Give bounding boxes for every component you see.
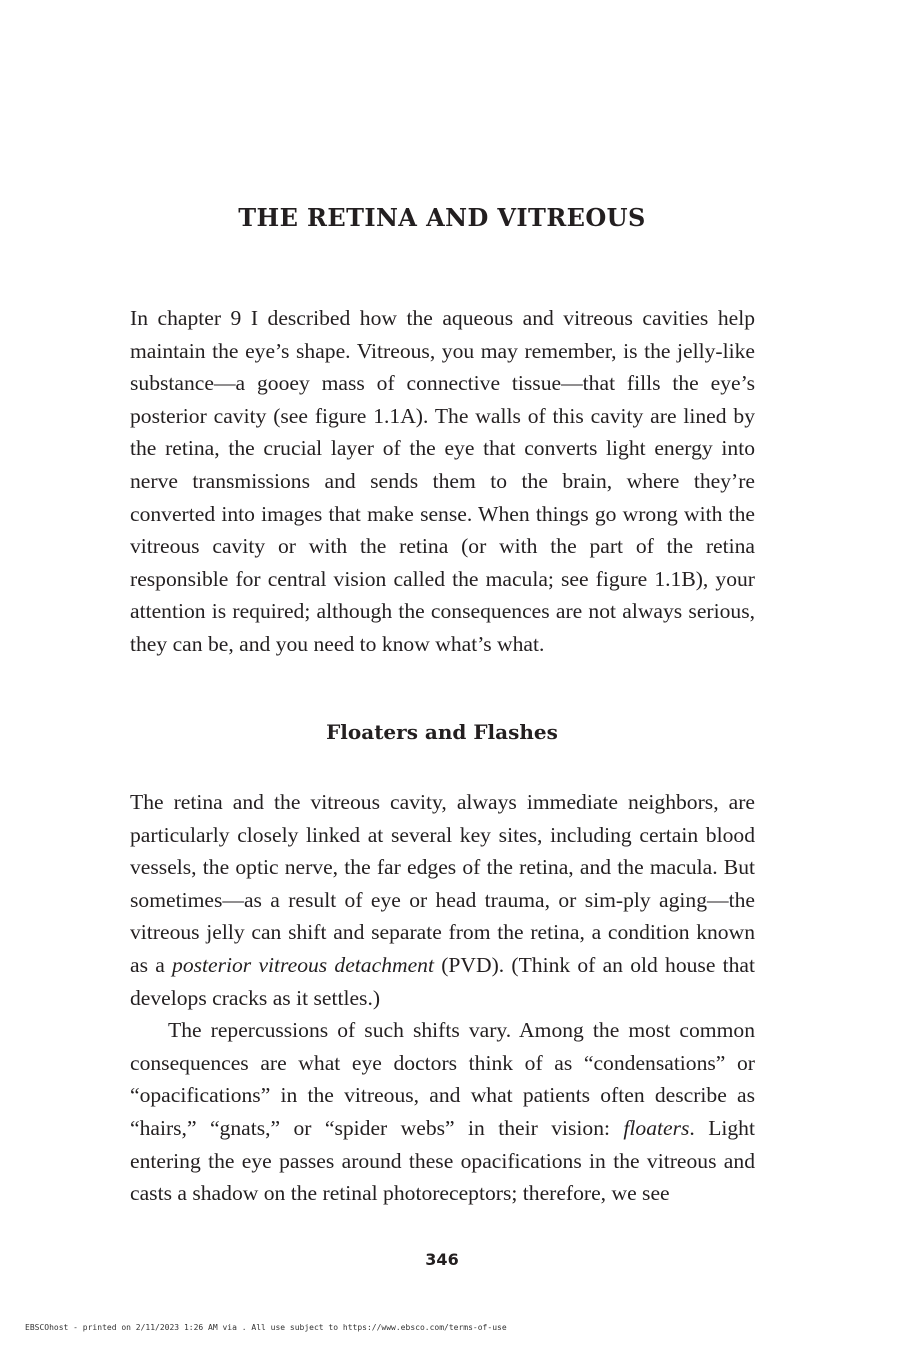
page-number: 346: [425, 1250, 459, 1269]
footer-note: EBSCOhost - printed on 2/11/2023 1:26 AM via . All use subject to https://www.ebsco.com/terms-of-use: [25, 1323, 507, 1332]
emphasized-term: floaters: [623, 1115, 690, 1140]
chapter-title: THE RETINA AND VITREOUS: [238, 203, 646, 232]
intro-text-block: [130, 302, 755, 661]
section-heading: Floaters and Flashes: [326, 720, 558, 744]
intro-paragraph: In chapter 9 I described how the aqueous and vitreous cavities help maintain the eye’s shape. Vitreous, you may remember, is the jelly-like substance—a gooey mass of connective tissue—that fills the eye’s posterior cavity (see figure 1.1A). The walls of this cavity are lined by the retina, the crucial layer of the eye that converts light energy into nerve transmissions and sends them to the brain, where they’re converted into images that make sense. When things go wrong with the vitreous cavity or with the retina (or with the part of the retina responsible for central vision called the macula; see figure 1.1B), your attention is required; although the consequences are not always serious, they can be, and you need to know what’s what.: [130, 306, 755, 656]
paragraph-text: . Light entering the eye passes around these opacifications in the vitreous and casts a shadow on the retinal photoreceptors; therefore, we see: [130, 1115, 755, 1206]
section-paragraph-1: [130, 786, 755, 1014]
paragraph-text: The retina and the vitreous cavity, always immediate neighbors, are particularly closely linked at several key sites, including certain blood vessels, the optic nerve, the far edges of the retina, and the macula. But sometimes—as a result of eye or head trauma, or sim-ply aging—the vitreous jelly can shift and separate from the retina, a condition known as a: [130, 790, 755, 977]
paragraph-text: (PVD). (Think of an old house that develops cracks as it settles.): [130, 952, 756, 1010]
paragraph-text: The repercussions of such shifts vary. Among the most common consequences are what eye doctors think of as “condensations” or “opacifications” in the vitreous, and what patients often describe as “hairs,” “gnats,” or “spider webs” in their vision:: [130, 1018, 755, 1140]
emphasized-term: posterior vitreous detachment: [172, 952, 434, 977]
section-paragraph-2: [130, 1014, 755, 1210]
section-text-block: [130, 786, 755, 1210]
